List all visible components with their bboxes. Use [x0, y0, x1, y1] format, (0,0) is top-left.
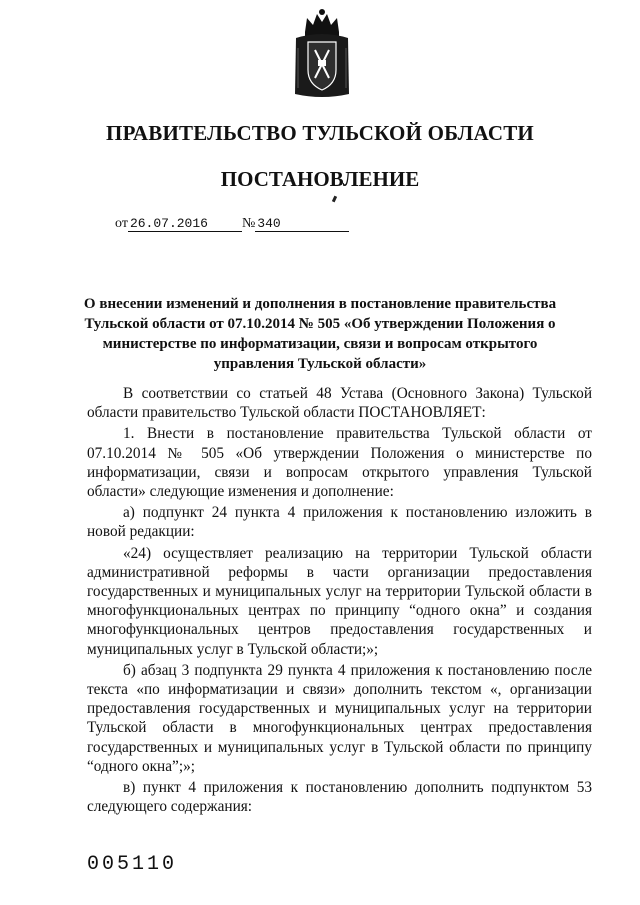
date-prefix: от [115, 216, 128, 231]
number-prefix: № [241, 216, 256, 231]
preamble-paragraph: В соответствии со статьей 48 Устава (Основного Закона) Тульской области правительство Тульской области ПОСТАНОВЛЯЕТ: [87, 385, 592, 422]
subclause-b-paragraph: б) абзац 3 подпункта 29 пункта 4 приложения к постановлению после текста «по информатизации и связи» дополнить текстом «, организации предоставления государственных и муниципальных услуг на территории Тульской области в многофункциональных центрах предоставления государственных и муниципальных услуг в Тульской области по принципу “одного окна”;»; [87, 661, 592, 775]
pen-mark [332, 196, 337, 203]
document-date-number-line [115, 216, 349, 232]
subclause-a-text-paragraph: «24) осуществляет реализацию на территории Тульской области административной реформы в части организации предоставления государственных и муниципальных услуг на территории Тульской области в многофункциональных центрах по принципу “одного окна” и создания многофункциональных центров предоставления государственных и муниципальных услуг в Тульской области;»; [87, 544, 592, 658]
tula-coat-of-arms-icon [293, 8, 351, 100]
subclause-v-paragraph: в) пункт 4 приложения к постановлению дополнить подпунктом 53 следующего содержания: [87, 779, 592, 816]
document-type: ПОСТАНОВЛЕНИЕ [220, 167, 420, 191]
document-number: 340 [255, 216, 349, 232]
subclause-a-paragraph: а) подпункт 24 пункта 4 приложения к постановлению изложить в новой редакции: [87, 504, 592, 541]
document-date: 26.07.2016 [128, 216, 242, 232]
sheet-serial-number: 005110 [87, 853, 178, 876]
government-title: ПРАВИТЕЛЬСТВО ТУЛЬСКОЙ ОБЛАСТИ [106, 121, 534, 145]
document-body [87, 384, 592, 816]
clause-1-paragraph: 1. Внести в постановление правительства Тульской области от 07.10.2014 № 505 «Об утверждении Положения о министерстве по информатизации, связи и вопросам открытого управления Тульской области» следующие изменения и дополнение: [87, 425, 592, 501]
document-subject: О внесении изменений и дополнения в постановление правительства Тульской области от 07.10.2014 № 505 «Об утверждении Положения о министерстве по информатизации, связи и вопросам открытого управления Тульской области» [83, 296, 557, 372]
